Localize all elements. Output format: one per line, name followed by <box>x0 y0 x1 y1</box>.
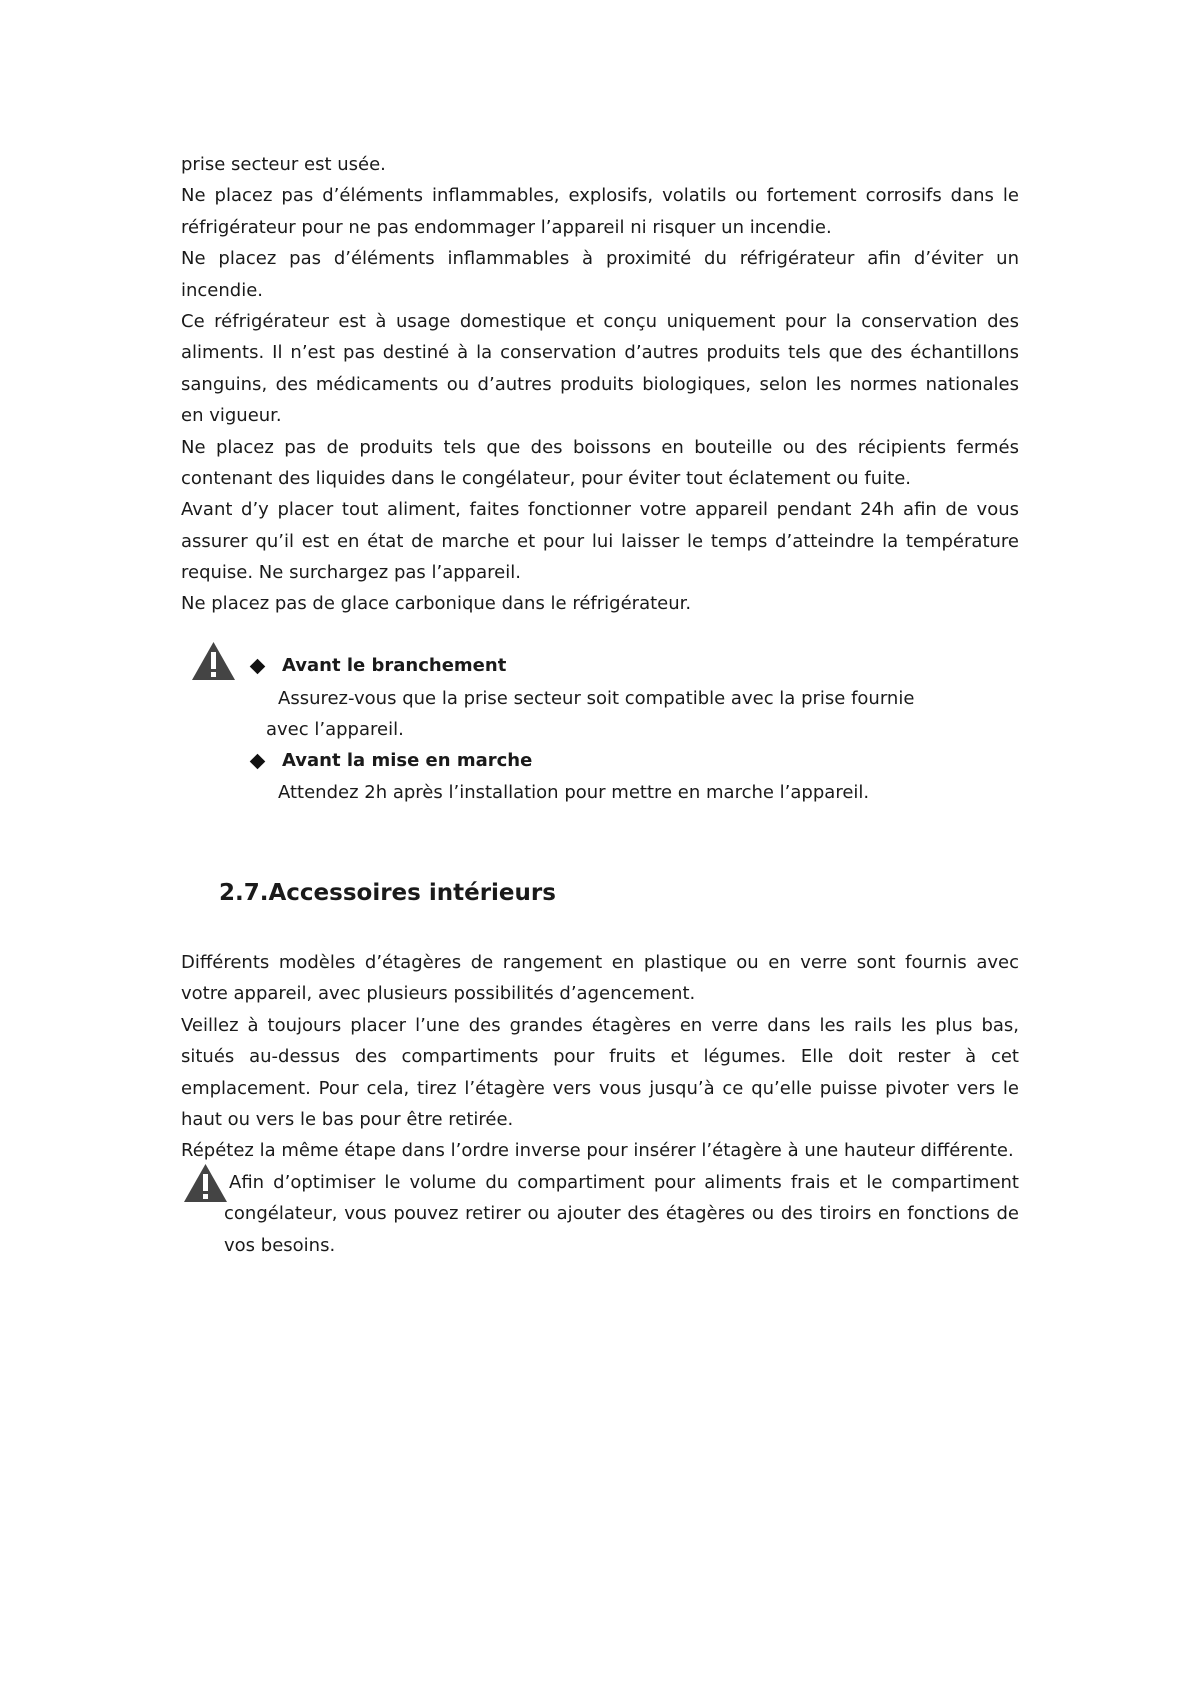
text-line: votre appareil, avec plusieurs possibilités d’agencement. <box>181 983 696 1005</box>
text-line: Ce réfrigérateur est à usage domestique et conçu uniquement pour la conservation des <box>181 310 1019 332</box>
text-line: Veillez à toujours placer l’une des grandes étagères en verre dans les rails les plus bas, <box>181 1014 1019 1036</box>
item-text: Attendez 2h après l’installation pour mettre en marche l’appareil. <box>278 782 870 803</box>
text-line: en vigueur. <box>181 405 282 427</box>
text-line: emplacement. Pour cela, tirez l’étagère vers vous jusqu’à ce qu’elle puisse pivoter vers le <box>181 1077 1019 1099</box>
section-text <box>181 947 1019 1167</box>
note-text <box>224 1167 1019 1261</box>
text-line: haut ou vers le bas pour être retirée. <box>181 1108 514 1130</box>
intro-text <box>181 149 1019 620</box>
text-line: Ne placez pas de glace carbonique dans le réfrigérateur. <box>181 593 692 615</box>
note-line: vos besoins. <box>224 1234 336 1256</box>
text-line: prise secteur est usée. <box>181 154 386 175</box>
text-line: assurer qu’il est en état de marche et pour lui laisser le temps d’atteindre la température <box>181 530 1019 552</box>
text-line: requise. Ne surchargez pas l’appareil. <box>181 562 521 584</box>
text-line: réfrigérateur pour ne pas endommager l’appareil ni risquer un incendie. <box>181 216 832 238</box>
text-line: aliments. Il n’est pas destiné à la conservation d’autres produits tels que des échantillons <box>181 342 1019 364</box>
text-line: Différents modèles d’étagères de rangement en plastique ou en verre sont fournis avec <box>181 952 1019 973</box>
text-line: situés au-dessus des compartiments pour fruits et légumes. Elle doit rester à cet <box>181 1046 1019 1068</box>
note-line: congélateur, vous pouvez retirer ou ajouter des étagères ou des tiroirs en fonctions de <box>224 1203 1019 1225</box>
item-text: Assurez-vous que la prise secteur soit compatible avec la prise fournie <box>278 688 915 709</box>
text-line: contenant des liquides dans le congélateur, pour éviter tout éclatement ou fuite. <box>181 467 911 489</box>
text-line: incendie. <box>181 279 264 301</box>
text-line: Avant d’y placer tout aliment, faites fonctionner votre appareil pendant 24h afin de vous <box>181 499 1019 521</box>
item-text: avec l’appareil. <box>266 719 404 740</box>
bullet-diamond-icon <box>250 754 266 770</box>
text-line: Ne placez pas de produits tels que des boissons en bouteille ou des récipients fermés <box>181 436 1019 458</box>
text-line: Ne placez pas d’éléments inflammables, explosifs, volatils ou fortement corrosifs dans le <box>181 185 1019 207</box>
item-title: Avant la mise en marche <box>282 750 533 771</box>
text-line: Répétez la même étape dans l’ordre inverse pour insérer l’étagère à une hauteur différente. <box>181 1140 1014 1162</box>
note-line: Afin d’optimiser le volume du compartiment pour aliments frais et le compartiment <box>229 1172 1019 1193</box>
text-line: sanguins, des médicaments ou d’autres produits biologiques, selon les normes nationales <box>181 373 1019 395</box>
warning-icon <box>191 641 236 681</box>
bullet-diamond-icon <box>250 659 266 675</box>
item-title: Avant le branchement <box>282 655 507 676</box>
section-heading: 2.7.Accessoires intérieurs <box>219 880 556 906</box>
text-line: Ne placez pas d’éléments inflammables à proximité du réfrigérateur afin d’éviter un <box>181 248 1019 270</box>
warning-icon <box>183 1163 228 1203</box>
